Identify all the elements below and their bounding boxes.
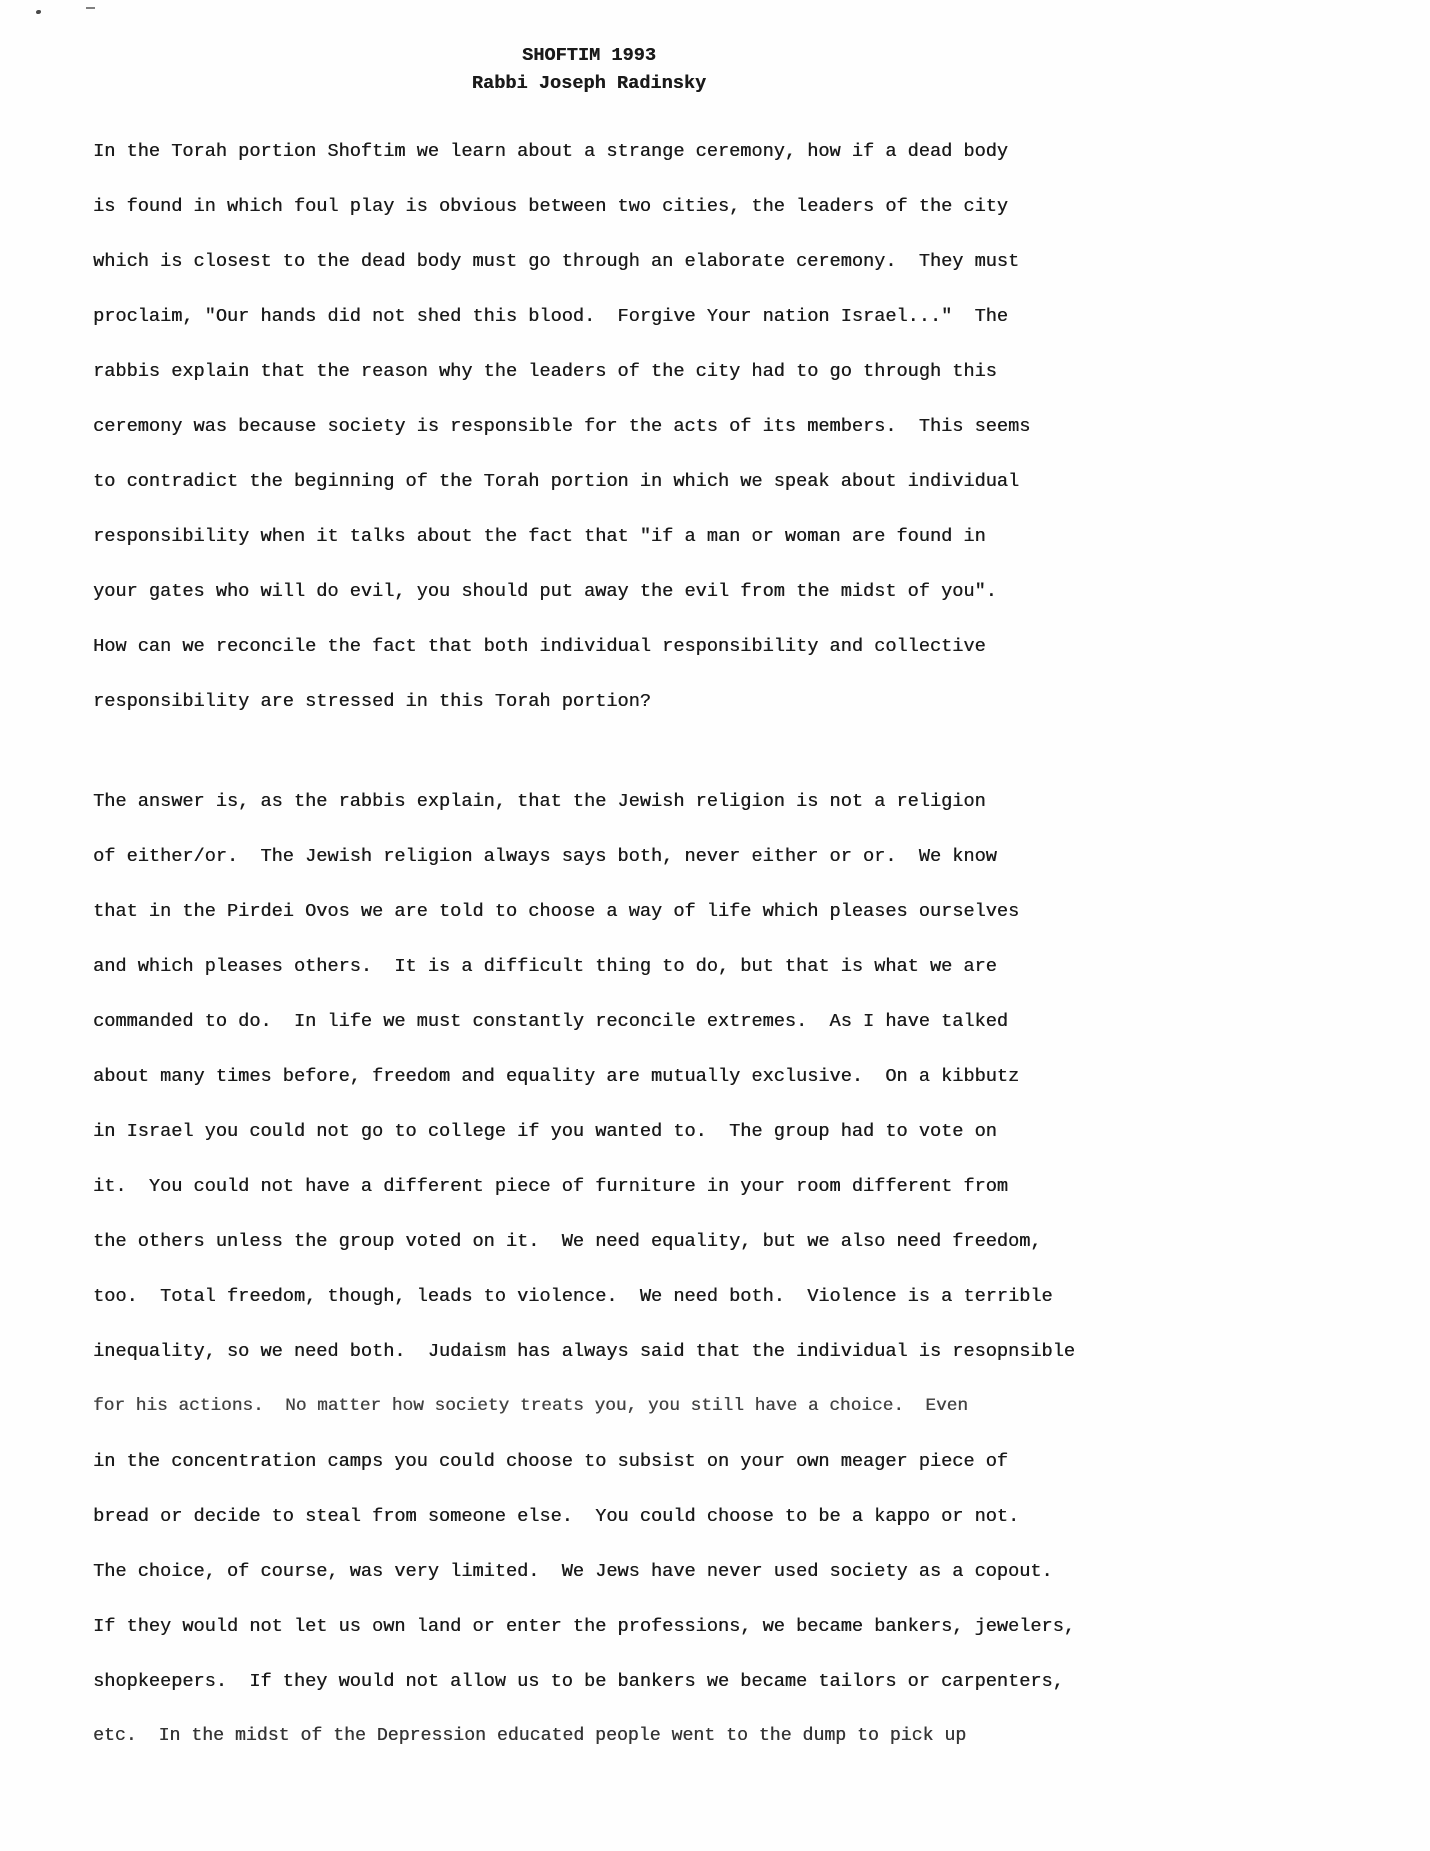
text-line: ceremony was because society is responsible for the acts of its members. This seems bbox=[93, 416, 1031, 437]
text-line: responsibility are stressed in this Torah portion? bbox=[93, 691, 651, 712]
text-line: in Israel you could not go to college if you wanted to. The group had to vote on bbox=[93, 1121, 997, 1142]
text-line: In the Torah portion Shoftim we learn about a strange ceremony, how if a dead body bbox=[93, 141, 1008, 162]
scan-artifact-dot bbox=[36, 10, 41, 14]
text-line: etc. In the midst of the Depression educated people went to the dump to pick up bbox=[93, 1726, 967, 1746]
text-line: responsibility when it talks about the fact that "if a man or woman are found in bbox=[93, 526, 986, 547]
text-line: your gates who will do evil, you should put away the evil from the midst of you". bbox=[93, 581, 997, 602]
text-line: of either/or. The Jewish religion always says both, never either or or. We know bbox=[93, 846, 997, 867]
text-line: The answer is, as the rabbis explain, that the Jewish religion is not a religion bbox=[93, 791, 986, 812]
text-line: in the concentration camps you could choose to subsist on your own meager piece of bbox=[93, 1451, 1008, 1472]
text-line: too. Total freedom, though, leads to violence. We need both. Violence is a terrible bbox=[93, 1286, 1053, 1307]
text-line: for his actions. No matter how society treats you, you still have a choice. Even bbox=[93, 1396, 968, 1416]
paragraph bbox=[93, 774, 1085, 1764]
document-author: Rabbi Joseph Radinsky bbox=[471, 73, 707, 94]
text-line: about many times before, freedom and equality are mutually exclusive. On a kibbutz bbox=[93, 1066, 1020, 1087]
document-content bbox=[93, 0, 1085, 1764]
text-line: commanded to do. In life we must constantly reconcile extremes. As I have talked bbox=[93, 1011, 1008, 1032]
text-line: that in the Pirdei Ovos we are told to choose a way of life which pleases ourselves bbox=[93, 901, 1020, 922]
text-line: If they would not let us own land or enter the professions, we became bankers, jewelers, bbox=[93, 1616, 1075, 1637]
text-line: proclaim, "Our hands did not shed this blood. Forgive Your nation Israel..." The bbox=[93, 306, 1008, 327]
document-body bbox=[93, 124, 1085, 1764]
text-line: rabbis explain that the reason why the leaders of the city had to go through this bbox=[93, 361, 997, 382]
paragraph bbox=[93, 124, 1085, 729]
text-line: shopkeepers. If they would not allow us to be bankers we became tailors or carpenters, bbox=[93, 1671, 1064, 1692]
text-line: and which pleases others. It is a difficult thing to do, but that is what we are bbox=[93, 956, 997, 977]
text-line: bread or decide to steal from someone else. You could choose to be a kappo or not. bbox=[93, 1506, 1020, 1527]
text-line: inequality, so we need both. Judaism has always said that the individual is resopnsible bbox=[93, 1341, 1075, 1362]
text-line: which is closest to the dead body must go through an elaborate ceremony. They must bbox=[93, 251, 1020, 272]
text-line: the others unless the group voted on it. We need equality, but we also need freedom, bbox=[93, 1231, 1042, 1252]
text-line: How can we reconcile the fact that both individual responsibility and collective bbox=[93, 636, 986, 657]
text-line: it. You could not have a different piece of furniture in your room different from bbox=[93, 1176, 1008, 1197]
text-line: is found in which foul play is obvious between two cities, the leaders of the city bbox=[93, 196, 1008, 217]
document-header bbox=[93, 42, 1085, 98]
text-line: to contradict the beginning of the Torah portion in which we speak about individual bbox=[93, 471, 1020, 492]
document-title: SHOFTIM 1993 bbox=[522, 45, 656, 66]
text-line: The choice, of course, was very limited. We Jews have never used society as a copout. bbox=[93, 1561, 1053, 1582]
